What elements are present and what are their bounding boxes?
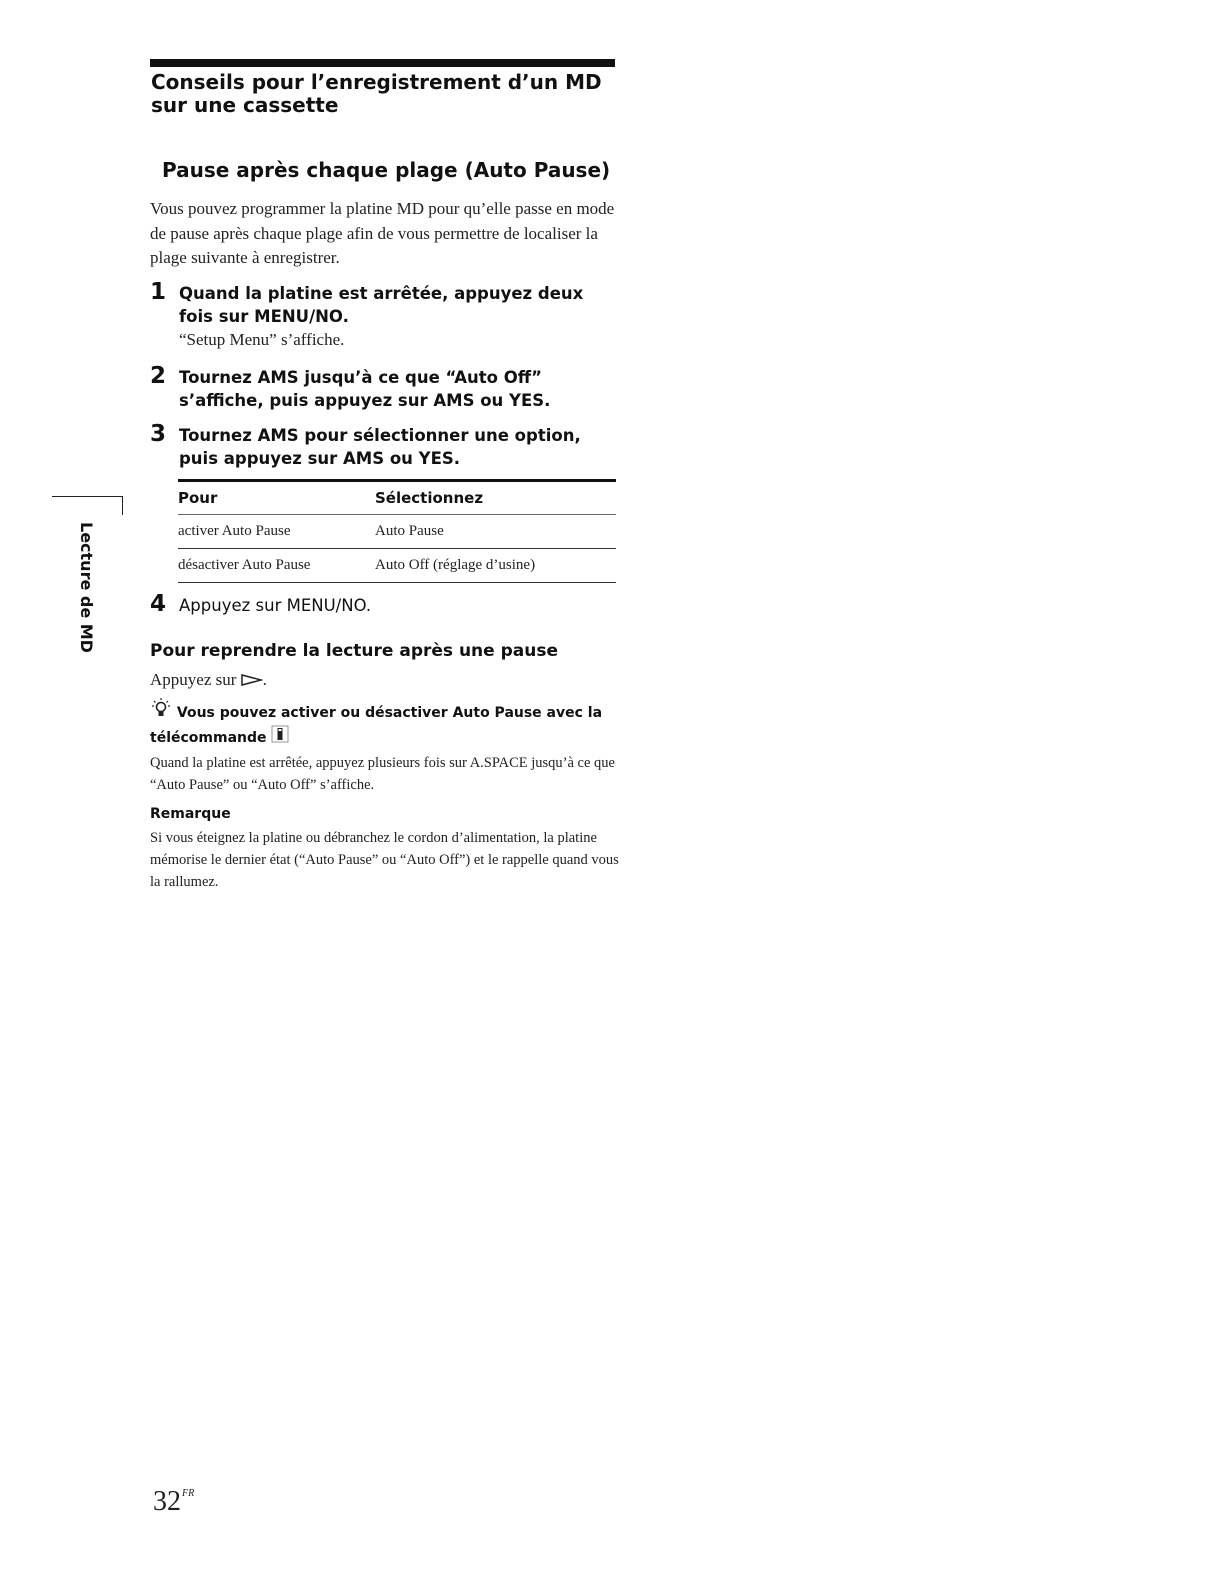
table-cell: désactiver Auto Pause xyxy=(178,557,311,573)
step-text: Quand la platine est arrêtée, appuyez deux fois sur MENU/NO. xyxy=(179,284,584,326)
resume-text-suffix: . xyxy=(262,670,267,689)
note-body: Si vous éteignez la platine ou débranchez le cordon d’alimentation, la platine mémorise le dernier état (“Auto Pause” ou “Auto Off”) et le rappelle quand vous la rallumez. xyxy=(150,830,619,890)
step-result: “Setup Menu” s’affiche. xyxy=(179,330,345,349)
section-title: Pause après chaque plage (Auto Pause) xyxy=(162,158,611,182)
step-3 xyxy=(150,421,620,470)
play-icon xyxy=(241,671,263,691)
page-title: Conseils pour l’enregistrement d’un MD sur une cassette xyxy=(151,70,602,117)
remote-control-icon xyxy=(271,725,289,750)
step-1 xyxy=(150,279,620,350)
side-tab-label: Lecture de MD xyxy=(77,522,96,653)
page-number-suffix: FR xyxy=(182,1488,195,1499)
tip-body: Quand la platine est arrêtée, appuyez plusieurs fois sur A.SPACE jusqu’à ce que “Auto Pause” ou “Auto Off” s’affiche. xyxy=(150,755,615,793)
step-text: Tournez AMS pour sélectionner une option, puis appuyez sur AMS ou YES. xyxy=(179,426,581,468)
resume-title: Pour reprendre la lecture après une pause xyxy=(150,641,558,661)
options-table xyxy=(178,479,616,583)
tip-title xyxy=(150,698,620,750)
table-header-cell: Pour xyxy=(178,489,218,507)
lightbulb-icon xyxy=(150,698,172,725)
table-row xyxy=(178,515,616,549)
step-number: 1 xyxy=(150,279,167,305)
tip-title-text: Vous pouvez activer ou désactiver Auto Pause avec la télécommande xyxy=(150,705,603,746)
side-tab-marker xyxy=(52,496,123,515)
table-cell: activer Auto Pause xyxy=(178,523,291,539)
section-top-rule xyxy=(150,59,615,67)
step-number: 2 xyxy=(150,363,167,389)
table-cell: Auto Pause xyxy=(375,523,444,539)
step-2 xyxy=(150,363,620,412)
table-header-row xyxy=(178,482,616,515)
step-number: 4 xyxy=(150,591,167,617)
resume-text xyxy=(150,670,267,691)
page-number xyxy=(153,1486,194,1518)
step-text: Appuyez sur MENU/NO. xyxy=(179,596,372,615)
page-number-value: 32 xyxy=(153,1486,181,1517)
step-4 xyxy=(150,591,620,617)
table-header-cell: Sélectionnez xyxy=(375,489,484,507)
intro-paragraph: Vous pouvez programmer la platine MD pour qu’elle passe en mode de pause après chaque plage afin de vous permettre de localiser la plage suivante à enregistrer. xyxy=(150,199,615,267)
table-row xyxy=(178,549,616,583)
resume-text-prefix: Appuyez sur xyxy=(150,670,241,689)
note-title: Remarque xyxy=(150,806,231,822)
table-cell: Auto Off (réglage d’usine) xyxy=(375,557,536,573)
step-number: 3 xyxy=(150,421,167,447)
step-text: Tournez AMS jusqu’à ce que “Auto Off” s’affiche, puis appuyez sur AMS ou YES. xyxy=(179,368,551,410)
